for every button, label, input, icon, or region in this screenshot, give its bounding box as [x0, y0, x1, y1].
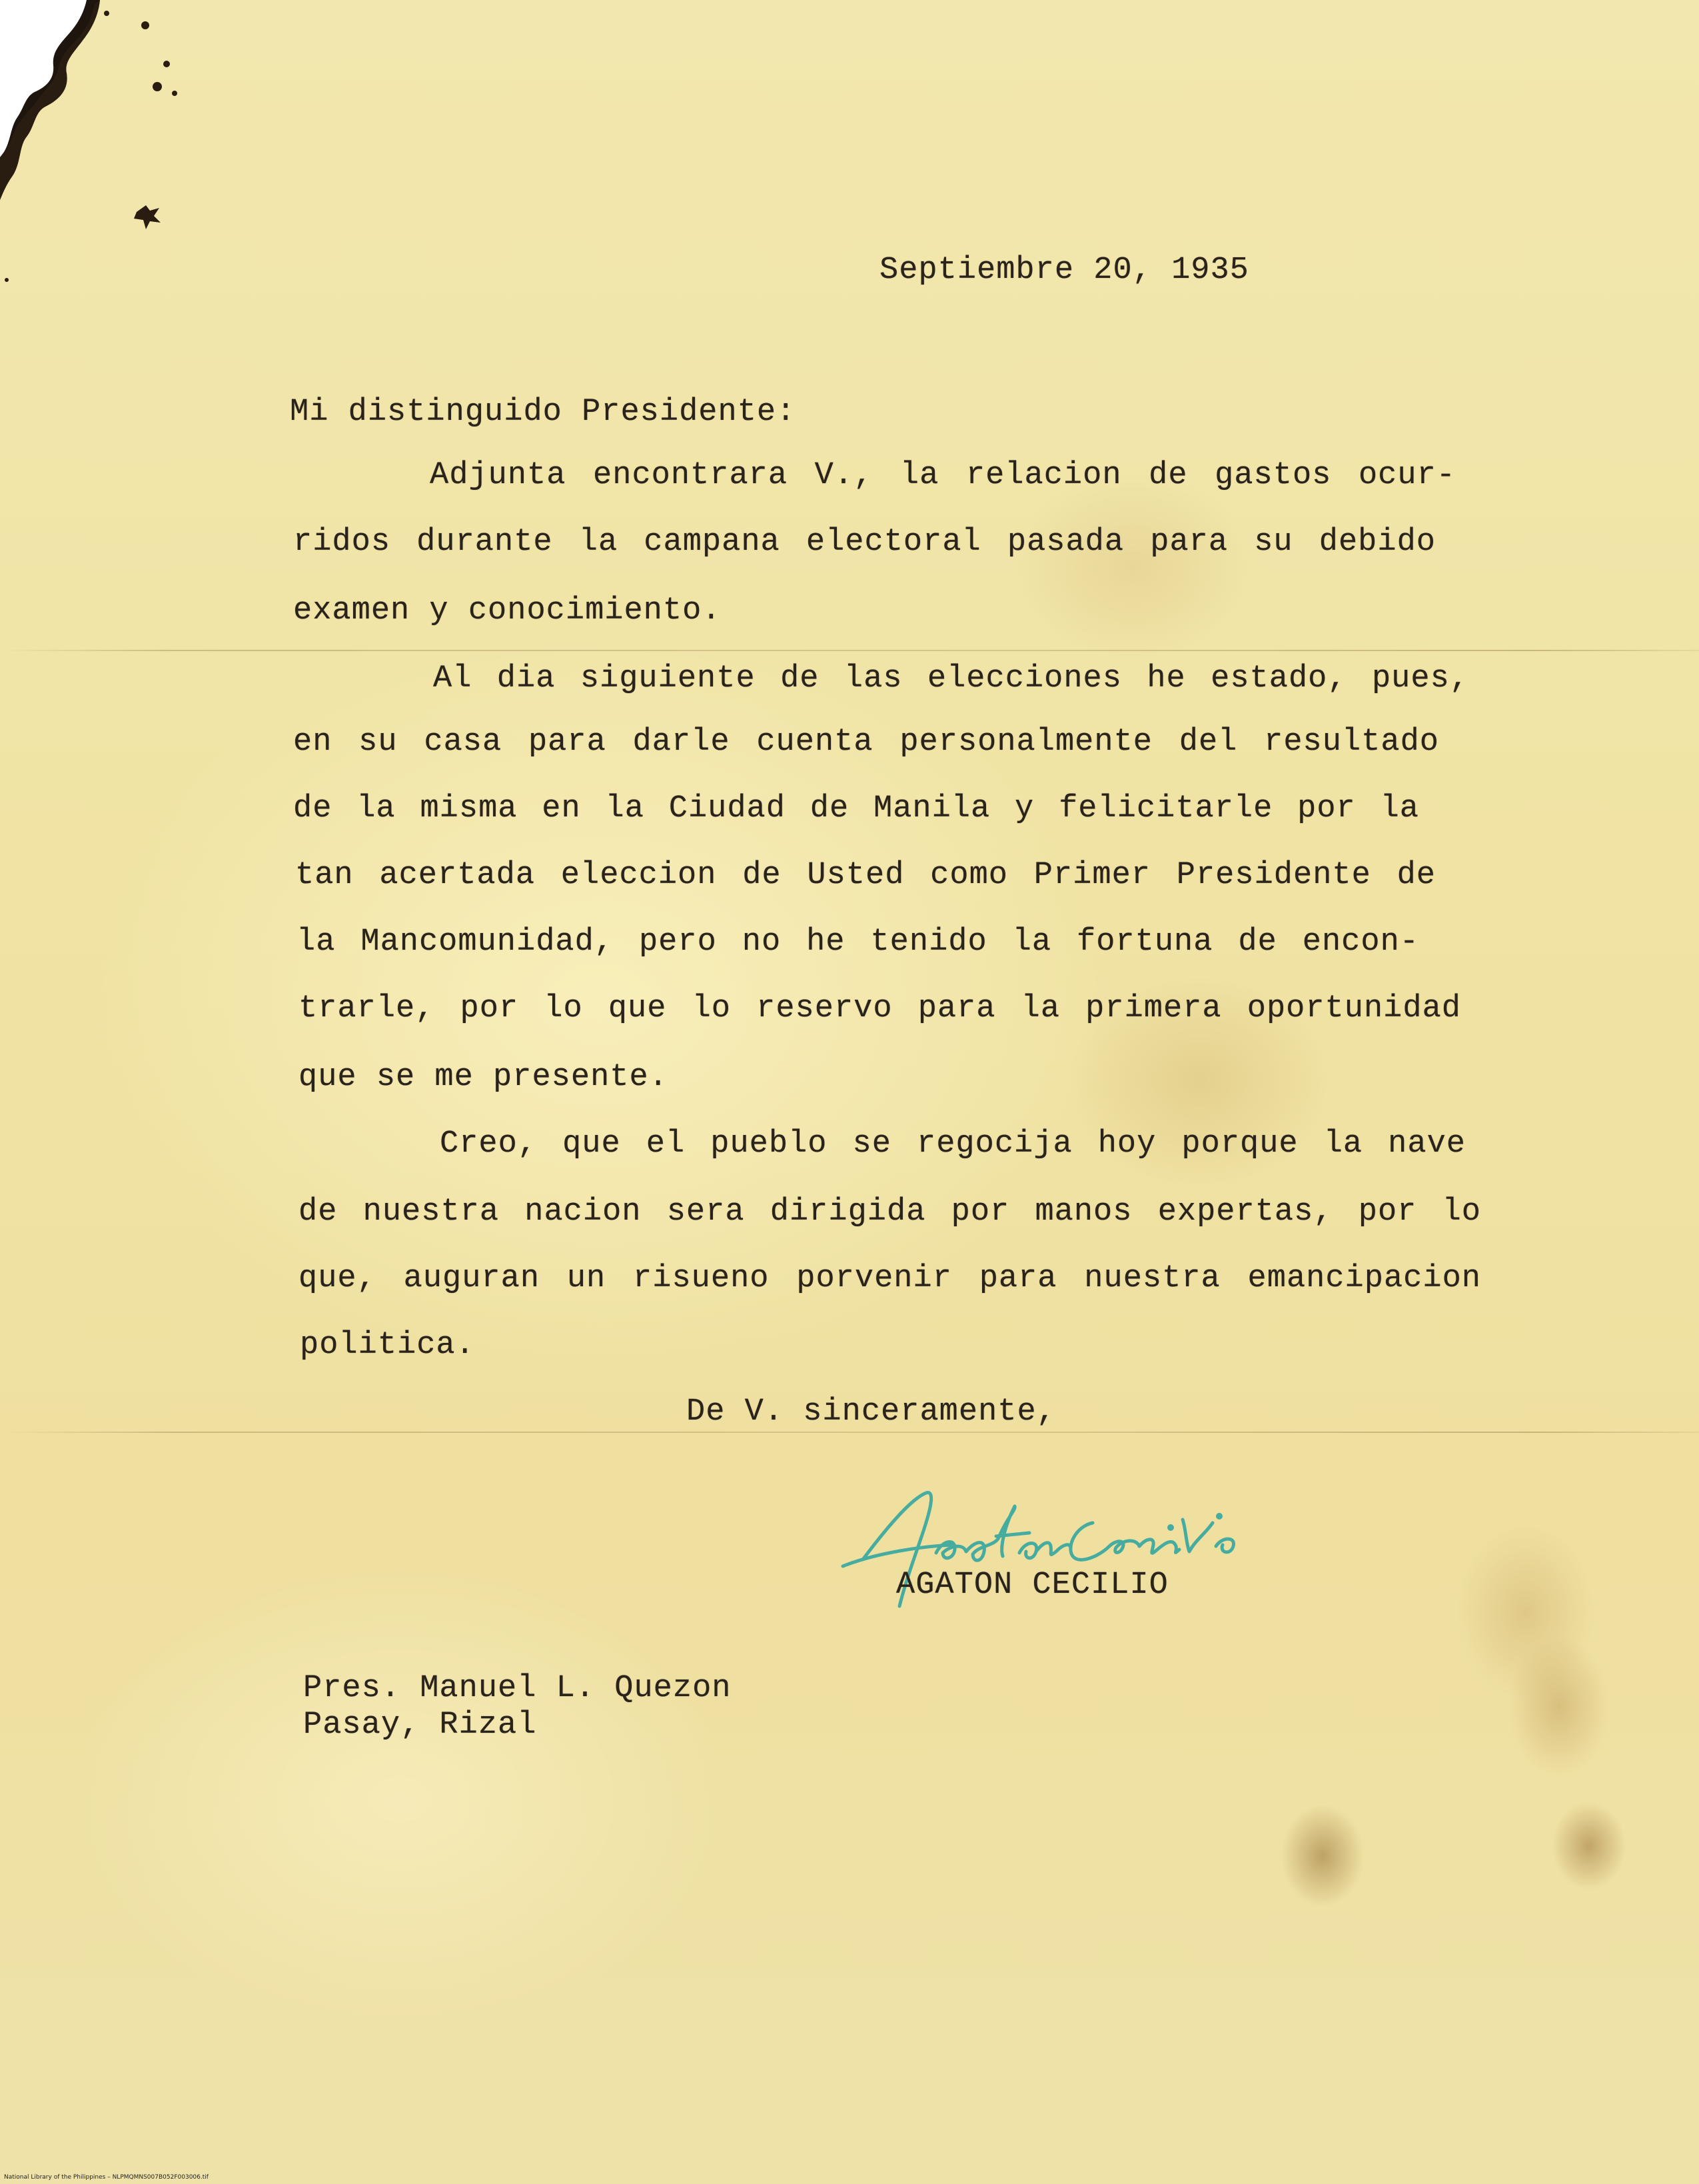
paragraph-2-line-2: en su casa para darle cuenta personalmente del resultado	[293, 724, 1439, 760]
paragraph-2-line-5: la Mancomunidad, pero no he tenido la fortuna de encon-	[296, 924, 1419, 960]
fold-line	[0, 650, 1699, 651]
paragraph-3-line-3: que, auguran un risueno porvenir para nuestra emancipacion	[298, 1261, 1481, 1296]
paragraph-2-line-6: trarle, por lo que lo reservo para la primera oportunidad	[298, 991, 1461, 1026]
archive-footer: National Library of the Philippines – NLPMQMNS007B052F003006.tif	[4, 2174, 209, 2181]
letter-date: Septiembre 20, 1935	[879, 253, 1249, 288]
recipient-name: Pres. Manuel L. Quezon	[303, 1671, 732, 1706]
salutation: Mi distinguido Presidente:	[290, 395, 796, 430]
handwritten-signature	[836, 1473, 1267, 1626]
closing: De V. sinceramente,	[686, 1394, 1056, 1430]
paragraph-2-line-4: tan acertada eleccion de Usted como Primer Presidente de	[295, 858, 1436, 893]
paragraph-3-line-2: de nuestra nacion sera dirigida por manos expertas, por lo	[298, 1194, 1481, 1230]
paragraph-1-line-3: examen y conocimiento.	[293, 593, 722, 628]
typed-signer-name: AGATON CECILIO	[896, 1568, 1169, 1603]
paragraph-3-line-1: Creo, que el pueblo se regocija hoy porque la nave	[440, 1126, 1466, 1162]
burn-damage-mark	[0, 0, 220, 253]
paragraph-2-line-3: de la misma en la Ciudad de Manila y felicitarle por la	[293, 791, 1419, 826]
fold-line	[0, 1432, 1699, 1433]
paragraph-1-line-2: ridos durante la campana electoral pasada para su debido	[293, 525, 1436, 560]
paragraph-3-line-4: politica.	[300, 1328, 475, 1363]
paragraph-2-line-1: Al dia siguiente de las elecciones he estado, pues,	[433, 661, 1469, 696]
recipient-address: Pasay, Rizal	[303, 1707, 537, 1743]
paragraph-1-line-1: Adjunta encontrara V., la relacion de gastos ocur-	[430, 458, 1456, 493]
paragraph-2-line-7: que se me presente.	[298, 1060, 668, 1095]
signature-text: Agaton Cecilio	[1263, 1473, 1267, 1474]
